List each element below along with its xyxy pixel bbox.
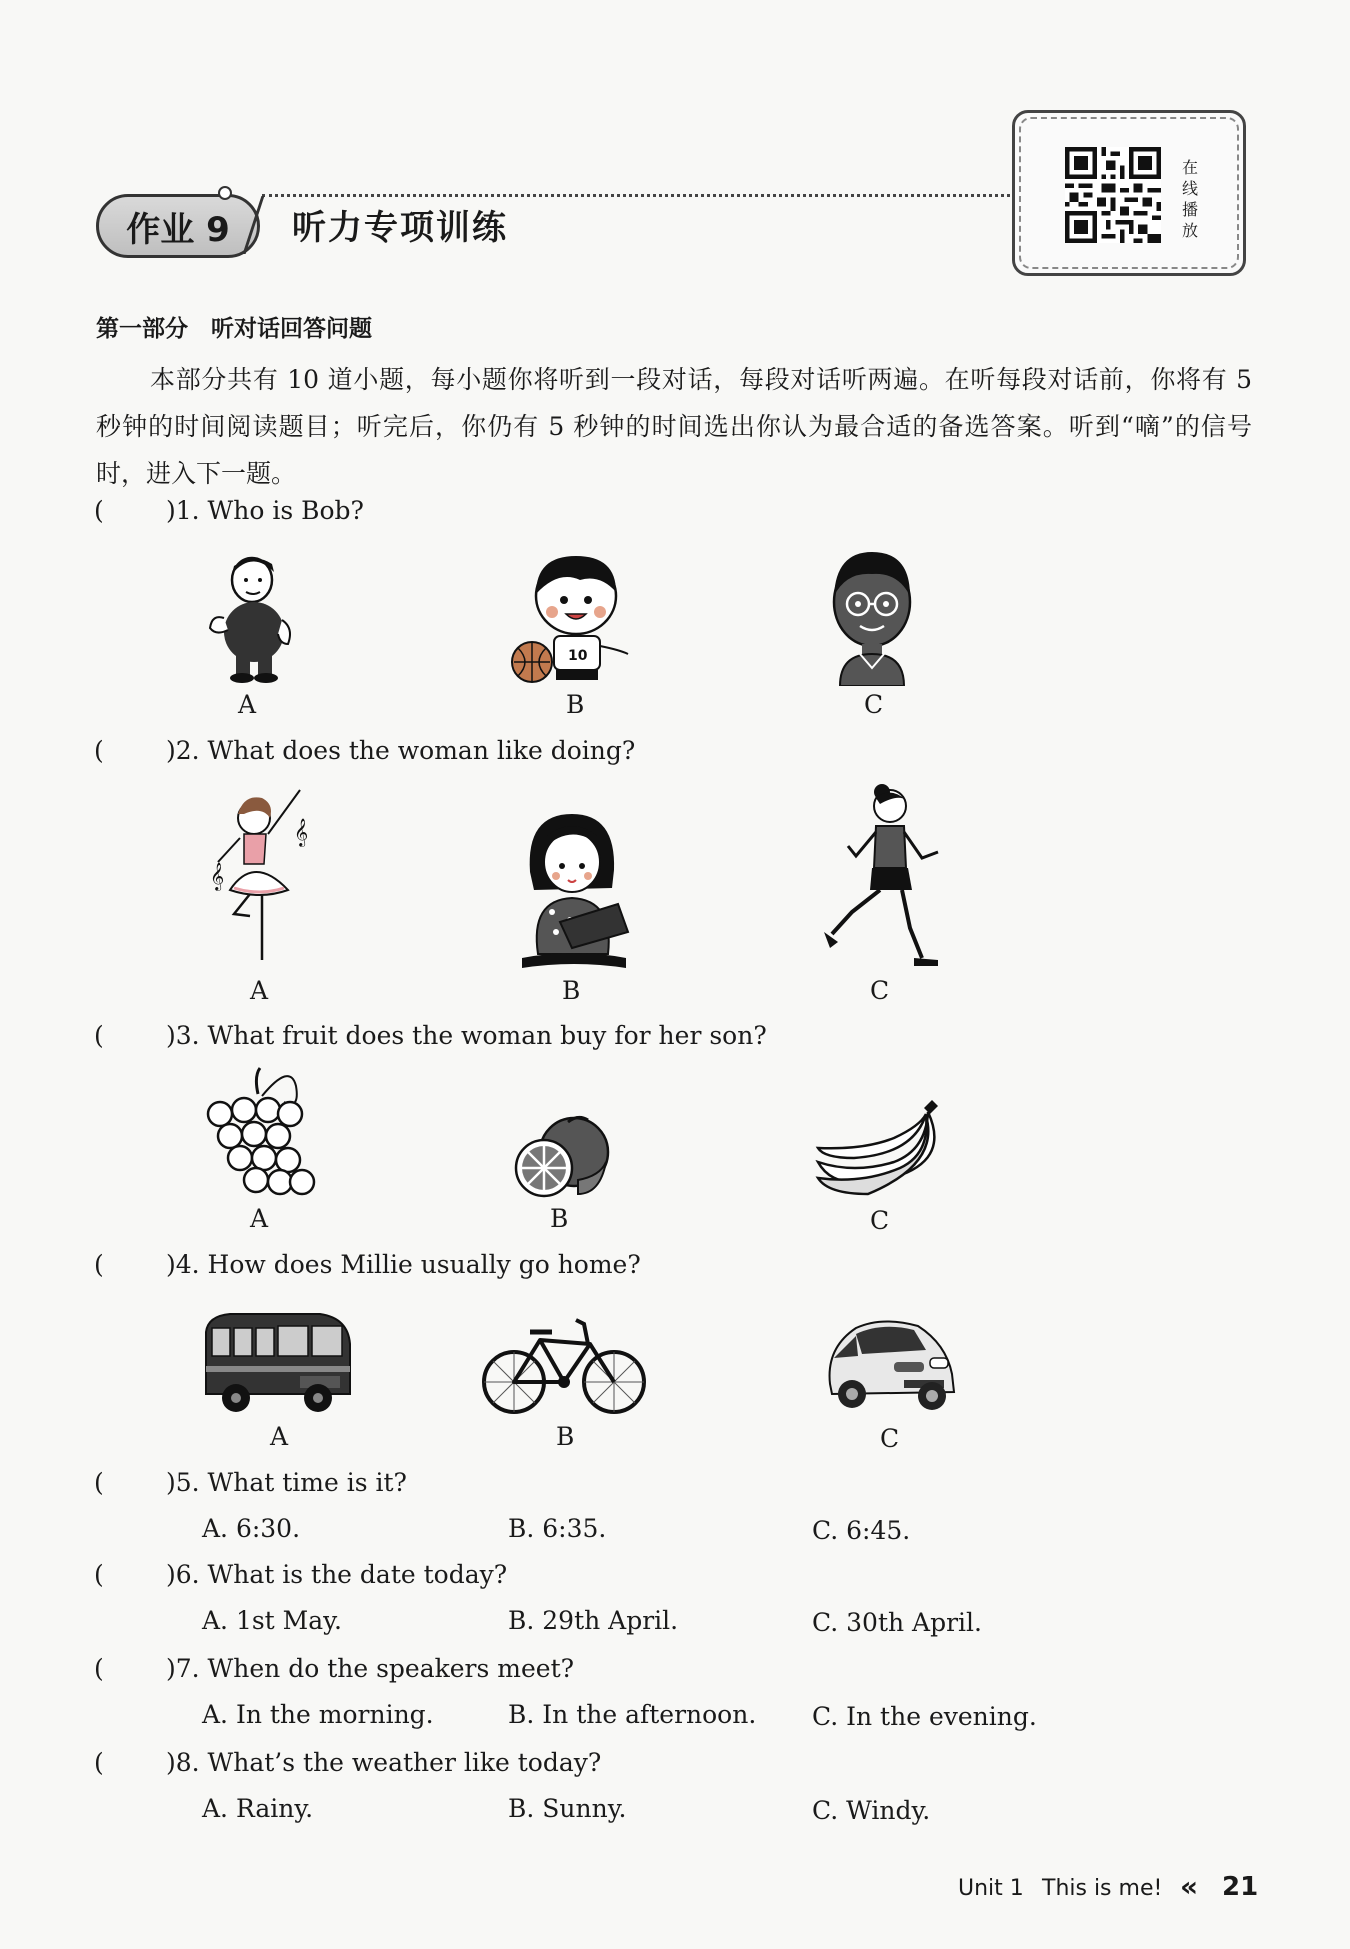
question-7: ( )7. When do the speakers meet?	[94, 1654, 575, 1683]
dancing-girl-picture	[204, 784, 316, 974]
q8-option-b[interactable]: B. Sunny.	[508, 1794, 627, 1823]
q7-option-b[interactable]: B. In the afternoon.	[508, 1700, 757, 1729]
q5-option-c[interactable]: C. 6:45.	[812, 1516, 911, 1545]
reading-girl-picture	[516, 808, 632, 972]
page-number: 21	[1222, 1872, 1259, 1902]
q3-option-c[interactable]: C	[870, 1206, 890, 1235]
car-picture	[822, 1314, 958, 1414]
grapes-picture	[200, 1066, 318, 1198]
running-girl-picture	[814, 782, 954, 968]
svg-text:𝄞: 𝄞	[294, 818, 309, 846]
question-5: ( )5. What time is it?	[94, 1468, 407, 1497]
q7-option-c[interactable]: C. In the evening.	[812, 1702, 1037, 1731]
badge-dot	[218, 186, 232, 200]
footer-unit-title: This is me!	[1042, 1876, 1163, 1901]
section-instructions: 本部分共有 10 道小题，每小题你将听到一段对话，每段对话听两遍。在听每段对话前，你将有 5 秒钟的时间阅读题目；听完后，你仍有 5 秒钟的时间选出你认为最合适的备选答案。听到“嘀”的信号时，进入下一题。	[96, 365, 1252, 488]
q1-option-b[interactable]: B	[566, 690, 585, 719]
question-2: ( )2. What does the woman like doing?	[94, 736, 636, 765]
qr-play-label: 在 线 播 放	[1181, 158, 1198, 240]
page-title: 听力专项训练	[292, 208, 508, 248]
q5-option-a[interactable]: A. 6:30.	[202, 1514, 301, 1543]
q8-option-a[interactable]: A. Rainy.	[202, 1794, 314, 1823]
q4-option-b[interactable]: B	[556, 1422, 575, 1451]
boy-with-basketball-picture	[510, 550, 638, 686]
question-1: ( )1. Who is Bob?	[94, 496, 364, 525]
q7-option-a[interactable]: A. In the morning.	[202, 1700, 434, 1729]
svg-text:10: 10	[568, 648, 588, 664]
qr-code-icon[interactable]	[1065, 147, 1161, 243]
q6-option-b[interactable]: B. 29th April.	[508, 1606, 679, 1635]
q3-option-a[interactable]: A	[250, 1204, 269, 1233]
q2-option-a[interactable]: A	[250, 976, 269, 1005]
footer-unit: Unit 1	[958, 1876, 1024, 1901]
q3-option-b[interactable]: B	[550, 1204, 569, 1233]
section-title: 第一部分 听对话回答问题	[96, 316, 372, 342]
q6-option-c[interactable]: C. 30th April.	[812, 1608, 982, 1637]
qr-code-box[interactable]	[1012, 110, 1246, 276]
bus-picture	[200, 1310, 352, 1416]
question-8: ( )8. What’s the weather like today?	[94, 1748, 602, 1777]
question-4: ( )4. How does Millie usually go home?	[94, 1250, 641, 1279]
q5-option-b[interactable]: B. 6:35.	[508, 1514, 607, 1543]
chevron-left-icon: «	[1180, 1870, 1199, 1903]
q6-option-a[interactable]: A. 1st May.	[202, 1606, 342, 1635]
q2-option-b[interactable]: B	[562, 976, 581, 1005]
svg-text:𝄞: 𝄞	[210, 862, 225, 890]
q1-option-c[interactable]: C	[864, 690, 884, 719]
q2-option-c[interactable]: C	[870, 976, 890, 1005]
homework-badge: 作业 9	[96, 194, 260, 258]
boy-with-glasses-picture	[822, 546, 922, 686]
question-6: ( )6. What is the date today?	[94, 1560, 508, 1589]
q1-option-a[interactable]: A	[238, 690, 257, 719]
q4-option-a[interactable]: A	[270, 1422, 289, 1451]
bicycle-picture	[480, 1310, 650, 1418]
question-3: ( )3. What fruit does the woman buy for her son?	[94, 1021, 767, 1050]
bananas-picture	[814, 1098, 946, 1198]
header-dotted-line	[262, 194, 1016, 197]
q4-option-c[interactable]: C	[880, 1424, 900, 1453]
q8-option-c[interactable]: C. Windy.	[812, 1796, 931, 1825]
oranges-picture	[508, 1114, 612, 1200]
chubby-boy-picture	[202, 548, 298, 684]
